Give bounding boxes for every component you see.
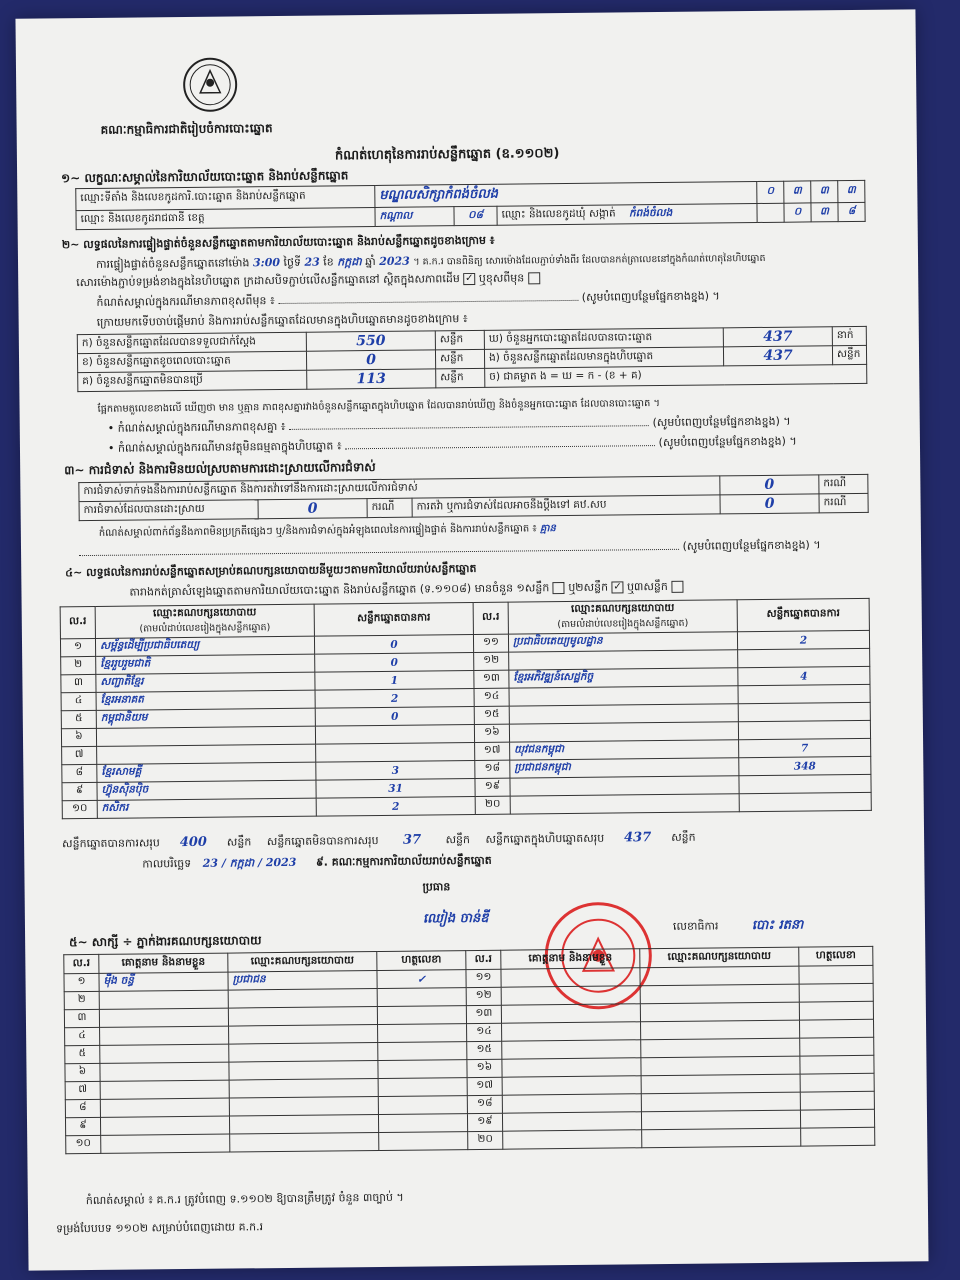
s2-row-a-label: ក) ចំនួនសន្លឹកឆ្នោតដែលបានទទួលជាក់ស្តែង xyxy=(77,332,306,353)
s5-left-sign xyxy=(378,1114,467,1133)
s4-secretary-name: បោះ រតនា xyxy=(751,917,804,934)
s5-left-sign xyxy=(378,1078,467,1097)
s5-h-no-right: ល.រ xyxy=(466,950,501,969)
s4-total1-value: 400 xyxy=(179,834,208,851)
s2-line7 xyxy=(108,435,797,458)
s5-right-sign xyxy=(800,1073,874,1092)
s2-line6-text: • កំណត់សម្គាល់ក្នុងករណីមានភាពខុសគ្នា ៖ xyxy=(107,419,286,435)
s4-total3-label: សន្លឹកឆ្នោតក្នុងហិបឆ្នោតសរុប xyxy=(485,831,605,846)
s5-left-sign xyxy=(379,1132,468,1151)
s4-left-no: ២ xyxy=(61,656,96,674)
s4-left-party xyxy=(96,726,315,746)
s5-right-sign xyxy=(800,1037,874,1056)
s2-checkbox-diff-label: ឬខុសពីមុន xyxy=(478,271,525,285)
s5-right-name xyxy=(502,1022,641,1041)
s5-right-party xyxy=(642,1128,801,1148)
s2-line1-b: ថ្ងៃទី xyxy=(283,255,302,269)
s5-right-no: ១៤ xyxy=(467,1023,502,1041)
s4-right-no: ១៦ xyxy=(474,724,509,742)
s5-left-no: ៨ xyxy=(65,1099,100,1117)
s5-left-name xyxy=(101,1134,230,1153)
s2-line7-blank xyxy=(345,445,655,449)
s4-right-no: ១៣ xyxy=(474,670,509,688)
section-5-title: ៥~ សាក្សី ÷ ភ្នាក់ងារគណបក្សនយោបាយ xyxy=(69,933,262,950)
s4-right-votes xyxy=(738,648,870,667)
s5-right-no: ១៥ xyxy=(467,1041,502,1059)
s2-line7-text: • កំណត់សម្គាល់ក្នុងករណីមានវត្ថុមិនធម្មតាក្នុងហិបឆ្នោត ៖ xyxy=(107,439,342,455)
s4-h-no-right: ល.រ xyxy=(473,602,508,634)
s3-r2-label: ការជំទាស់ដែលបានដោះស្រាយ xyxy=(79,500,258,521)
s5-left-party: ប្រជាជន xyxy=(228,971,377,991)
s1-row1-code-1: ៣ xyxy=(784,181,811,203)
s2-line6-blank xyxy=(289,425,649,430)
s3-note-blank xyxy=(79,549,679,556)
s4-left-no: ៧ xyxy=(62,746,97,764)
s4-right-party xyxy=(509,650,738,670)
s2-line6-end: (សូមបំពេញបន្ថែមផ្នែកខាងខ្នង) ។ xyxy=(652,414,791,430)
s5-left-name: ម៉ឹង ចន្ធី xyxy=(99,972,228,991)
s5-left-sign xyxy=(377,1006,466,1025)
s4-right-votes xyxy=(738,720,870,739)
s1-row2-blank xyxy=(757,203,784,222)
s4-right-votes xyxy=(739,774,871,793)
s5-right-name xyxy=(502,1040,641,1059)
s4-date-row xyxy=(142,854,491,874)
s5-right-party xyxy=(640,1002,799,1022)
s2-row-a-value: 550 xyxy=(306,331,435,351)
s5-left-party xyxy=(229,1115,378,1135)
s4-left-votes: 2 xyxy=(316,796,475,816)
s5-right-no: ១២ xyxy=(466,987,501,1005)
s5-right-name xyxy=(501,986,640,1005)
s5-right-party xyxy=(641,1110,800,1130)
s5-h-no-left: ល.រ xyxy=(64,954,99,973)
s2-line3-text: កំណត់សម្គាល់ក្នុងករណីមានភាពខុសពីមុន ៖ xyxy=(96,294,275,309)
s1-row2-province-code: ០៨ xyxy=(454,206,497,225)
s1-row1-code-3: ៣ xyxy=(838,180,865,202)
s5-right-no: ១៩ xyxy=(467,1113,502,1131)
s5-left-no: ៩ xyxy=(65,1117,100,1135)
s5-right-party xyxy=(640,984,799,1004)
s3-r2-label2: ការតវ៉ា ឬការជំទាស់ដែលអាចនឹងប្តឹងទៅ គឋ.សប xyxy=(412,495,720,517)
s5-left-sign xyxy=(377,988,466,1007)
s2-line4: ក្រោយមកទើបចាប់ផ្តើមរាប់ និងការរាប់សន្លឹកឆ្នោតដែលមានក្នុងហិបឆ្នោតមានដូចខាងក្រោម ៖ xyxy=(96,312,468,329)
s5-note: កំណត់សម្គាល់ ៖ គ.ក.រ ត្រូវបំពេញ ទ.១១០២ ឱ្យបានត្រឹមត្រូវ ចំនួន ៣ច្បាប់ ។ xyxy=(85,1190,404,1208)
s5-left-name xyxy=(100,1116,229,1135)
s4-left-votes: 0 xyxy=(315,652,474,672)
s5-left-sign: ✓ xyxy=(377,970,466,989)
s4-right-no: ១២ xyxy=(474,652,509,670)
s4-total1-label: សន្លឹកឆ្នោតបានការសរុប xyxy=(62,836,160,851)
s5-right-no: ១៦ xyxy=(467,1059,502,1077)
s4-left-no: ៨ xyxy=(62,764,97,782)
s2-checkbox-diff[interactable] xyxy=(528,272,540,284)
s3-note xyxy=(99,521,556,541)
s2-line3-blank xyxy=(278,300,578,304)
s1-row2-label: ឈ្មោះ និងលេខកូដរាជធានី ខេត្ត xyxy=(76,207,375,229)
s5-right-name xyxy=(502,1076,641,1095)
s3-table xyxy=(78,474,868,521)
s5-h-party-left: ឈ្មោះគណបក្សនយោបាយ xyxy=(228,952,377,973)
s2-row-a-unit: សន្លឹក xyxy=(435,330,484,350)
s3-r2-unit2: ករណី xyxy=(819,493,868,513)
s2-line5: ផ្អែកតាមតួលេខខាងលើ ឃើញថា មាន ឬគ្មាន ភាពខុសគ្នារវាងចំនួនសន្លឹកឆ្នោតក្នុងហិបឆ្នោត ដែលបានរាប់ឃើញ និងចំនួនអ្នកបោះឆ្នោត ដែលបានបោះឆ្នោត ។ xyxy=(97,398,660,415)
s4-right-no: ១៧ xyxy=(475,742,510,760)
s4-left-no: ៤ xyxy=(61,692,96,710)
s5-left-no: ៤ xyxy=(65,1027,100,1045)
s4-total2-label: សន្លឹកឆ្នោតមិនបានការសរុប xyxy=(266,833,379,849)
s4-right-no: ១១ xyxy=(473,634,508,652)
s4-left-votes: 1 xyxy=(315,670,474,690)
s5-left-party xyxy=(229,1061,378,1081)
s4-right-votes xyxy=(738,684,870,703)
s5-right-name xyxy=(502,1058,641,1077)
s4-right-votes xyxy=(738,702,870,721)
section-4-title: ៤~ លទ្ធផលនៃការរាប់សន្លឹកឆ្នោតសម្រាប់គណបក្សនយោបាយនីមួយៗតាមការិយាល័យរាប់សន្លឹកឆ្នោត xyxy=(65,561,477,580)
s4-chief-label: ប្រធាន xyxy=(422,880,451,894)
s1-row2-commune xyxy=(497,203,757,225)
s5-h-name-left: គោត្តនាម និងនាមខ្លួន xyxy=(99,953,228,973)
s2-row-e-label: ង) ចំនួនសន្លឹកឆ្នោតដែលមានក្នុងហិបឆ្នោត xyxy=(484,347,723,369)
s4-left-no: ១ xyxy=(60,638,95,656)
s2-row-b-value: 0 xyxy=(306,350,435,370)
form-title: កំណត់ហេតុនៃការរាប់សន្លឹកឆ្នោត (ឧ.១១០២) xyxy=(334,146,560,164)
s4-date-label: កាលបរិច្ឆេទ xyxy=(142,856,192,871)
s4-h-party-left-title: ឈ្មោះគណបក្សនយោបាយ xyxy=(152,606,257,620)
s2-line7-end: (សូមបំពេញបន្ថែមផ្នែកខាងខ្នង) ។ xyxy=(658,434,797,450)
s4-h-votes-left: សន្លឹកឆ្នោតបានការ xyxy=(314,602,473,636)
s5-right-sign xyxy=(800,1091,874,1110)
s2-line1-d: ឆ្នាំ xyxy=(365,254,376,269)
s1-row1-code-0: ០ xyxy=(757,181,784,203)
s4-total3-value: 437 xyxy=(624,830,652,846)
s5-left-sign xyxy=(378,1060,467,1079)
s4-right-party xyxy=(509,686,738,706)
s5-right-no: ១៨ xyxy=(467,1095,502,1113)
s4-left-no: ៩ xyxy=(62,782,97,800)
s5-left-no: ៣ xyxy=(64,1009,99,1027)
section-2-title: ២~ លទ្ធផលនៃការផ្ទៀងផ្ទាត់ចំនួនសន្លឹកឆ្នោតតាមការិយាល័យបោះឆ្នោត និងរាប់សន្លឹកឆ្នោតដូចខាងក្រោម ៖ xyxy=(61,233,495,252)
s5-right-sign xyxy=(799,1019,873,1038)
s5-right-no: ២០ xyxy=(468,1131,503,1149)
s5-right-party xyxy=(641,1092,800,1112)
s4-checkbox-1[interactable] xyxy=(553,582,565,594)
s5-right-party xyxy=(641,1038,800,1058)
s4-left-party: សញ្ជាតិខ្មែរ xyxy=(96,672,315,692)
s4-h-party-left xyxy=(95,604,314,638)
s4-right-party: ខ្មែរអភិវឌ្ឍន៍សេដ្ឋកិច្ច xyxy=(509,668,738,688)
s5-left-name xyxy=(99,1008,228,1027)
s4-right-no: ២០ xyxy=(475,796,510,814)
s4-h-party-right xyxy=(508,600,737,634)
s1-row2-code-1: ៣ xyxy=(811,203,838,222)
s5-witness-table xyxy=(63,946,875,1154)
s2-checkbox-same[interactable]: ✓ xyxy=(465,272,474,285)
s3-r1-value: 0 xyxy=(720,475,819,495)
s5-right-party xyxy=(640,966,799,986)
form-content xyxy=(44,46,894,1236)
s4-right-no: ១៤ xyxy=(474,688,509,706)
s4-left-party: ហ៊្វុនស៊ិនប៉ិច xyxy=(97,780,316,800)
s4-right-no: ១៥ xyxy=(474,706,509,724)
s4-left-party: កសិករ xyxy=(97,798,316,818)
s2-row-c-unit: សន្លឹក xyxy=(436,368,485,388)
s2-count-table xyxy=(77,326,868,392)
s2-line2 xyxy=(76,271,540,292)
s4-intro-text: តារាងកត់ត្រាសំឡេងឆ្នោតតាមការិយាល័យបោះឆ្នោត និងរាប់សន្លឹកឆ្នោត (ទ.១១០៨) មានចំនួន ១សន្លឹក xyxy=(129,581,550,599)
s1-row2-province: កណ្តាល xyxy=(375,207,454,227)
s3-note-end xyxy=(79,538,821,562)
s4-right-party: ប្រជាធិបតេយ្យមូលដ្ឋាន xyxy=(508,632,737,652)
s5-left-no: ២ xyxy=(64,991,99,1009)
s4-right-no: ១៩ xyxy=(475,778,510,796)
s2-month: កក្កដា xyxy=(337,255,362,269)
s2-row-d-value: 437 xyxy=(723,327,832,347)
s5-right-sign xyxy=(799,1001,873,1020)
s1-row1-value: មណ្ឌលសិក្សាកំពង់ចំលង xyxy=(375,181,757,207)
s4-intro3: ឬ៣សន្លឹក xyxy=(626,579,668,594)
s5-right-no: ១១ xyxy=(466,969,501,987)
s4-left-votes: 0 xyxy=(315,706,474,726)
s5-h-sign-right: ហត្ថលេខា xyxy=(799,946,873,966)
s3-note-text: កំណត់សម្គាល់ពាក់ព័ន្ធនឹងភាពមិនប្រក្រតីផ្សេងៗ ឬ/និងការជំទាស់ក្នុងអំឡុងពេលនៃការផ្ទៀងផ្ទាត់ និងការរាប់សន្លឹកឆ្នោត ៖ xyxy=(98,523,537,539)
s4-left-party: ខ្មែរអនាគត xyxy=(96,690,315,710)
s5-h-name-right: គោត្តនាម និងនាមខ្លួន xyxy=(501,949,640,969)
s4-right-party: ប្រជាជនកម្ពុជា xyxy=(510,758,739,778)
s5-left-name xyxy=(100,1098,229,1117)
s5-right-sign xyxy=(800,1055,874,1074)
s4-left-votes: 0 xyxy=(314,634,473,654)
s5-left-name xyxy=(100,1080,229,1099)
s5-left-party xyxy=(229,1025,378,1045)
s4-right-party xyxy=(510,794,739,814)
s2-row-d-unit: នាក់ xyxy=(832,326,866,345)
s5-right-name xyxy=(501,968,640,987)
s4-h-party-right-sub: (តាមលំដាប់លេខរៀងក្នុងសន្លឹកឆ្នោត) xyxy=(557,617,689,631)
s4-intro xyxy=(129,580,683,602)
s4-total1-unit: សន្លឹក xyxy=(226,835,252,849)
s2-row-d-label: ឃ) ចំនួនអ្នកបោះឆ្នោតដែលបានបោះឆ្នោត xyxy=(484,328,723,350)
s4-right-no: ១៨ xyxy=(475,760,510,778)
s3-note-end-text: (សូមបំពេញបន្ថែមផ្នែកខាងខ្នង) ។ xyxy=(682,538,821,553)
s5-left-name xyxy=(99,990,228,1009)
s2-row-c-label: គ) ចំនួនសន្លឹកឆ្នោតមិនបានប្រើ xyxy=(78,370,307,391)
s2-time: 3:00 xyxy=(252,255,281,270)
s5-left-sign xyxy=(378,1042,467,1061)
s5-left-no: ១ xyxy=(64,973,99,991)
s3-r2-unit: ករណី xyxy=(367,498,412,517)
s5-left-no: ៥ xyxy=(65,1045,100,1063)
s4-left-no: ១០ xyxy=(62,800,97,818)
s4-left-votes xyxy=(316,742,475,762)
s4-total3-unit: សន្លឹក xyxy=(671,830,696,844)
form-footer: ទម្រង់បែបបទ ១១០២ សម្រាប់បំពេញដោយ គ.ក.រ xyxy=(56,1220,264,1236)
s2-row-e-unit: សន្លឹក xyxy=(832,345,866,364)
section-1-title: ១~ លក្ខណៈសម្គាល់នៃការិយាល័យបោះឆ្នោត និងរាប់សន្លឹកឆ្នោត xyxy=(61,168,349,186)
s5-left-sign xyxy=(378,1096,467,1115)
s2-year: 2023 xyxy=(379,254,410,268)
s4-right-votes: 4 xyxy=(738,666,870,685)
s5-right-party xyxy=(641,1020,800,1040)
s5-left-party xyxy=(230,1133,379,1153)
s4-left-votes: 2 xyxy=(315,688,474,708)
s4-left-no: ៣ xyxy=(61,674,96,692)
s4-chief-name: ឈៀង ចាន់ឌី xyxy=(422,910,489,927)
s1-row1-label: ឈ្មោះទីតាំង និងលេខកូដការិ.បោះឆ្នោត និងរាប់សន្លឹកឆ្នោត xyxy=(76,185,375,210)
s4-chief xyxy=(423,880,489,930)
s4-right-party: យុវជនកម្ពុជា xyxy=(510,740,739,760)
s2-line1 xyxy=(96,251,766,274)
section-1-table xyxy=(75,180,865,230)
s2-row-f-label: ច) ជាគម្លាត ង = ឃ = ក - (ខ + គ) xyxy=(485,364,867,387)
s3-r2-value: 0 xyxy=(258,499,367,519)
s2-line1-a: ការផ្ទៀងផ្ទាត់ចំនួនសន្លឹកឆ្នោតនៅម៉ោង xyxy=(95,256,250,271)
s5-left-name xyxy=(100,1044,229,1063)
s5-left-no: ១០ xyxy=(66,1135,101,1153)
s4-right-party xyxy=(509,704,738,724)
s4-left-votes: 3 xyxy=(316,760,475,780)
s5-left-sign xyxy=(378,1024,467,1043)
s4-left-party: កម្ពុជានិយម xyxy=(96,708,315,728)
s4-total2-value: 37 xyxy=(402,832,422,848)
nec-emblem-icon xyxy=(182,56,239,113)
s5-left-party xyxy=(229,1043,378,1063)
s1-row1-code-2: ៣ xyxy=(811,181,838,203)
s5-h-party-right: ឈ្មោះគណបក្សនយោបាយ xyxy=(640,947,799,968)
s5-left-party xyxy=(229,1079,378,1099)
s4-secretary xyxy=(673,917,804,937)
s5-right-name xyxy=(502,1094,641,1113)
s4-h-party-right-title: ឈ្មោះគណបក្សនយោបាយ xyxy=(570,601,675,615)
s2-line1-c: ខែ xyxy=(323,255,334,269)
s1-row2-commune-label: ឈ្មោះ និងលេខកូដឃុំ សង្កាត់ xyxy=(501,206,616,221)
s4-totals xyxy=(62,830,696,854)
s4-total2-unit: សន្លឹក xyxy=(445,833,471,847)
s5-left-name xyxy=(100,1026,229,1045)
s5-left-no: ៦ xyxy=(65,1063,100,1081)
s5-right-sign xyxy=(799,965,873,984)
s4-h-no-left: ល.រ xyxy=(60,606,95,638)
s4-right-party xyxy=(510,776,739,796)
section-3-title: ៣~ ការជំទាស់ និងការមិនយល់ស្របតាមការដោះស្រាយលើការជំទាស់ xyxy=(64,459,376,478)
s3-r2-value2: 0 xyxy=(720,494,819,514)
s4-commission: ៩. គណៈកម្មការការិយាល័យរាប់សន្លឹកឆ្នោត xyxy=(315,853,492,869)
s2-row-b-unit: សន្លឹក xyxy=(435,349,484,369)
s4-checkbox-3[interactable] xyxy=(671,581,683,593)
s2-row-e-value: 437 xyxy=(723,346,832,366)
s4-left-party: ខ្មែរសាមគ្គី xyxy=(97,762,316,782)
s4-right-votes xyxy=(739,792,871,811)
s5-right-party xyxy=(641,1074,800,1094)
s4-right-party xyxy=(509,722,738,742)
s1-row2-commune-value: កំពង់ចំលង xyxy=(628,206,673,219)
s2-line3-end: (សូមបំពេញបន្ថែមផ្នែកខាងខ្នង) ។ xyxy=(581,289,720,304)
s4-left-party: សម្ព័ន្ធដើម្បីប្រជាធិបតេយ្យ xyxy=(95,636,314,656)
s2-line3 xyxy=(96,289,720,312)
s4-secretary-label: លេខាធិការ xyxy=(672,919,719,933)
s2-line6 xyxy=(108,415,791,438)
s4-left-no: ៦ xyxy=(61,728,96,746)
s2-line2-text: សោរម៉ោងភ្ជាប់ទម្រង់ខាងក្នុងនៃហិបឆ្នោត ក្រដាសបិទភ្ជាប់លើសន្លឹកឆ្នោតនៅ ស្ថិតក្នុងសភាពដើម xyxy=(76,272,460,290)
s5-left-party xyxy=(229,1097,378,1117)
s5-h-sign-left: ហត្ថលេខា xyxy=(377,951,466,971)
s4-results-table xyxy=(60,598,872,819)
s5-right-party xyxy=(641,1056,800,1076)
s4-h-party-left-sub: (តាមលំដាប់លេខរៀងក្នុងសន្លឹកឆ្នោត) xyxy=(139,622,271,635)
s5-left-name xyxy=(100,1062,229,1081)
s3-r1-unit: ករណី xyxy=(819,474,868,494)
election-form-paper xyxy=(15,9,928,1270)
s5-right-name xyxy=(501,1004,640,1023)
s4-date-value: 23 / កក្កដា / 2023 xyxy=(202,855,297,870)
s2-row-b-label: ខ) ចំនួនសន្លឹកឆ្នោតខូចពេលបោះឆ្នោត xyxy=(77,351,306,372)
s4-intro2: ឬ២សន្លឹក xyxy=(568,580,609,594)
s5-right-sign xyxy=(799,983,873,1002)
s5-right-sign xyxy=(800,1109,874,1128)
s1-row2-code-2: ៨ xyxy=(838,202,865,221)
s2-row-c-value: 113 xyxy=(307,369,436,389)
s5-right-sign xyxy=(801,1127,875,1146)
s4-checkbox-2[interactable]: ✓ xyxy=(613,581,622,593)
s4-left-votes: 31 xyxy=(316,778,475,798)
s5-right-no: ១៣ xyxy=(466,1005,501,1023)
org-name: គណៈកម្មាធិការជាតិរៀបចំការបោះឆ្នោត xyxy=(100,121,273,137)
s5-left-party xyxy=(228,989,377,1009)
s5-left-party xyxy=(228,1007,377,1027)
s4-right-votes: 7 xyxy=(739,738,871,757)
s4-left-party xyxy=(97,744,316,764)
s4-left-party: ខ្មែររួបរួមជាតិ xyxy=(96,654,315,674)
s4-right-votes: 348 xyxy=(739,756,871,775)
s4-left-votes xyxy=(315,724,474,744)
s1-row2-code-0: ០ xyxy=(784,203,811,222)
s5-right-name xyxy=(502,1112,641,1131)
s3-r1-label: ការជំទាស់ទាក់ទងនឹងការរាប់សន្លឹកឆ្នោត និងការតវ៉ាទៅនឹងការដោះស្រាយលើការជំទាស់ xyxy=(79,476,720,502)
s5-left-no: ៧ xyxy=(65,1081,100,1099)
s4-right-votes: 2 xyxy=(737,630,869,649)
s3-note-value: គ្មាន xyxy=(539,523,556,535)
s5-right-name xyxy=(503,1130,642,1149)
s4-h-votes-right: សន្លឹកឆ្នោតបានការ xyxy=(737,598,869,631)
s4-left-no: ៥ xyxy=(61,710,96,728)
s2-line1-e: ។ គ.ក.រ បានពិនិត្យ សោរម៉ោងដែលភ្ជាប់ទាំងពីរ ដែលបានកត់ត្រាលេខនៅក្នុងកំណត់ហេតុនៃហិបឆ្នោត xyxy=(413,252,766,268)
s2-day: 23 xyxy=(304,255,320,269)
s5-right-no: ១៧ xyxy=(467,1077,502,1095)
